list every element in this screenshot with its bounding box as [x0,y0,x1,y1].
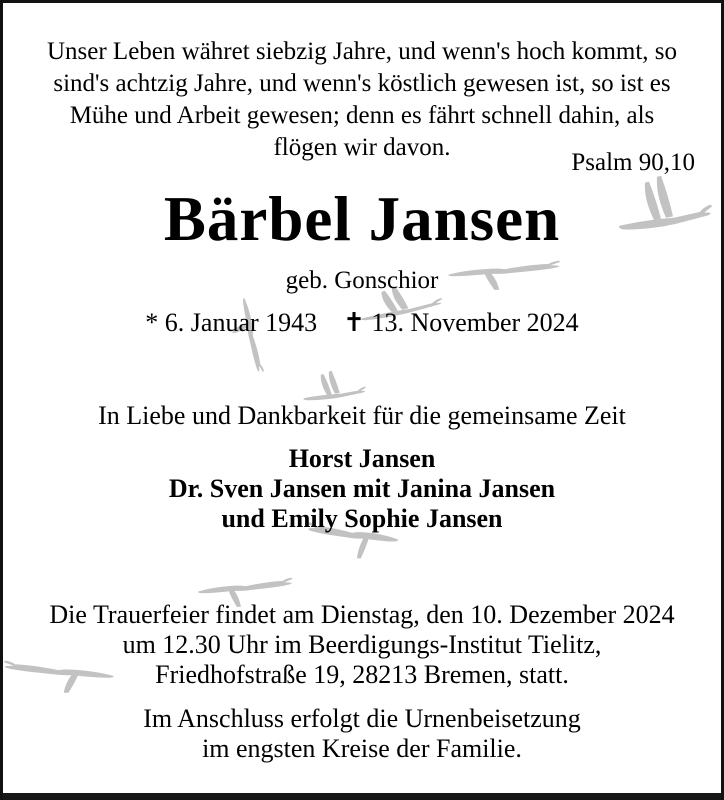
quote-line: Mühe und Arbeit gewesen; denn es fährt schnell dahin, als [69,102,655,129]
urn-line: im engsten Kreise der Familie. [202,734,522,763]
funeral-line: um 12.30 Uhr im Beerdigungs-Institut Tielitz, [122,630,602,659]
mourner-name: Dr. Sven Jansen mit Janina Jansen [168,474,556,503]
deceased-name: Bärbel Jansen [163,184,561,254]
funeral-details [3,600,721,690]
bottom-border-bar [0,793,724,800]
quote-line: Unser Leben währet siebzig Jahre, und wenn's hoch kommt, so [46,38,678,65]
urn-line: Im Anschluss erfolgt die Urnenbeisetzung [143,704,581,733]
quote-line: flögen wir davon. [273,134,451,161]
birth-date: * 6. Januar 1943 [145,308,318,337]
scripture-quote [3,36,721,164]
funeral-line: Friedhofstraße 19, 28213 Bremen, statt. [155,660,569,689]
death-date: ✝ 13. November 2024 [343,308,579,337]
dedication-line: In Liebe und Dankbarkeit für die gemeinsame Zeit [98,401,626,430]
quote-line: sind's achtzig Jahre, und wenn's köstlich gewesen ist, so ist es [53,70,671,97]
mourner-name: Horst Jansen [288,444,436,473]
maiden-name: geb. Gonschior [285,267,439,294]
life-dates [3,308,721,338]
urn-details [3,704,721,764]
funeral-line: Die Trauerfeier findet am Dienstag, den 10. Dezember 2024 [49,600,675,629]
quote-source: Psalm 90,10 [571,149,695,176]
mourners-list [3,444,721,534]
mourner-name: und Emily Sophie Jansen [221,504,503,533]
